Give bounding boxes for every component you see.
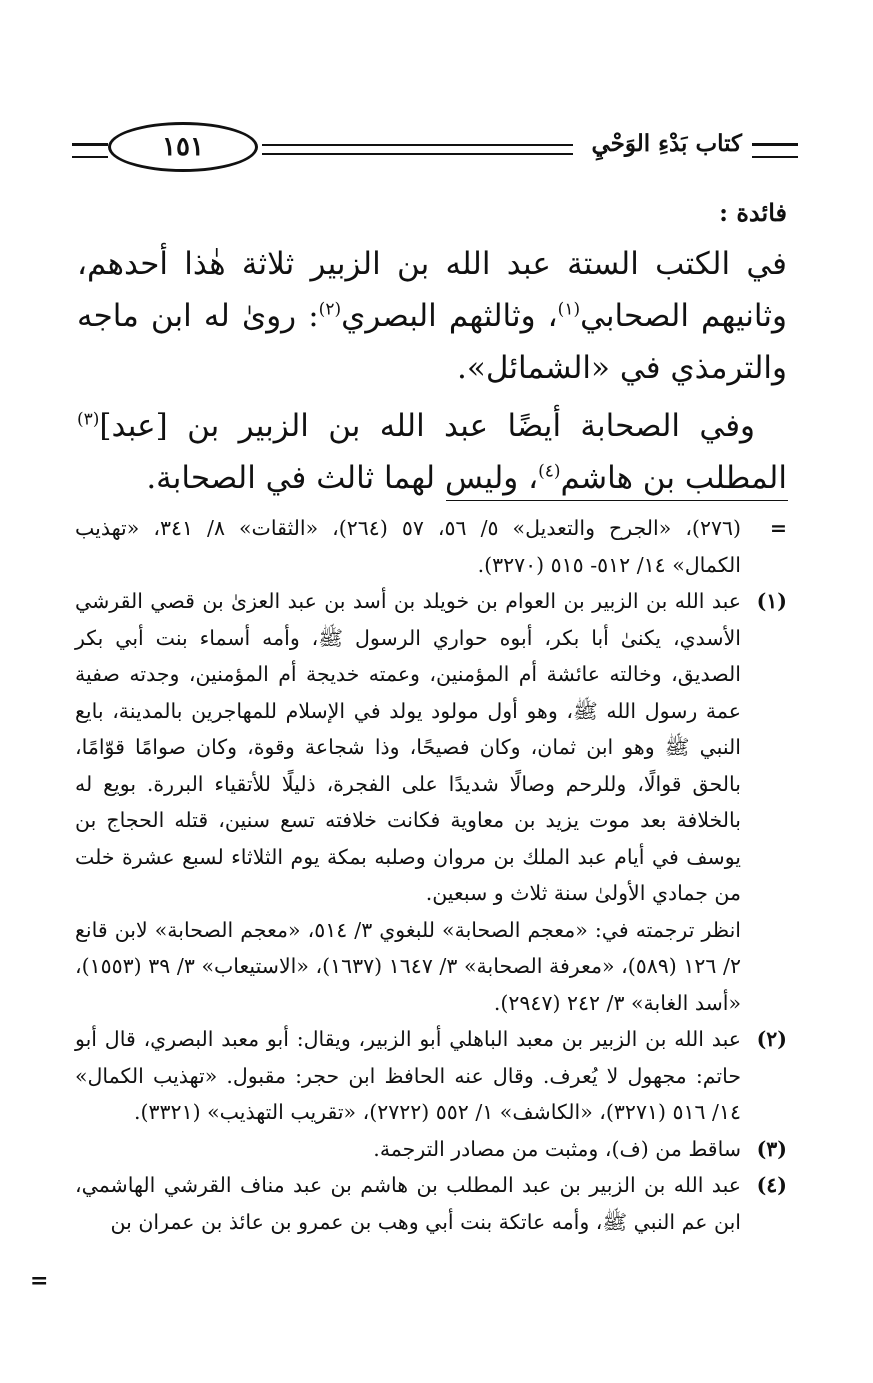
footnote-3: [75, 1131, 787, 1168]
p2-text-a: وفي الصحابة أيضًا عبد الله بن الزبير بن [عبد]: [99, 408, 755, 444]
paragraph-1: [77, 238, 787, 394]
book-title: كتاب بَدْءِ الوَحْيِ: [591, 130, 742, 157]
footnote-3-marker: (٣): [756, 1136, 787, 1161]
footnote-separator: [446, 500, 788, 501]
footnote-1-sources: انظر ترجمته في: «معجم الصحابة» للبغوي ٣/ ٥١٤، «معجم الصحابة» لابن قانع ٢/ ١٢٦ (٥٨٩)، «معرفة الصحابة» ٣/ ١٦٤٧ (١٦٣٧)، «الاستيعاب» ٣/ ٣٩ (١٥٥٣)، «أسد الغابة» ٣/ ٢٤٢ (٢٩٤٧).: [75, 917, 741, 1015]
footnotes: [75, 510, 787, 1240]
footnote-ref-3: (٣): [77, 409, 100, 430]
footnote-1-text: عبد الله بن الزبير بن العوام بن خويلد بن أسد بن عبد العزىٰ بن قصي القرشي الأسدي، يكنىٰ أبا بكر، أبوه حواري الرسول ﷺ، وأمه أسماء بنت أبي بكر الصديق، وخالته عائشة أم المؤمنين، وعمته خديجة أم المؤمنين، وجدته صفية عمة رسول الله ﷺ، وهو أول مولود يولد في الإسلام للمهاجرين بالمدينة، بايع النبي ﷺ وهو ابن ثمان، وكان فصيحًا، وذا شجاعة وقوة، وكان صوامًا قوّامًا، بالحق قوالًا، وللرحم وصالًا شديدًا على الفجرة، ذليلًا للأتقياء البررة. بويع له بالخلافة بعد موت يزيد بن معاوية فكانت خلافته تسع سنين، قتله الحجاج بن يوسف في أيام عبد الملك بن مروان وصلبه بمكة يوم الثلاثاء لسبع عشرة خلت من جمادي الأولىٰ سنة ثلاث و سبعين.: [75, 589, 741, 905]
footnote-continued: [75, 510, 787, 583]
header-rule-left: [72, 143, 108, 158]
footnote-3-text: ساقط من (ف)، ومثبت من مصادر الترجمة.: [373, 1136, 741, 1161]
footnote-1-marker: (١): [756, 589, 787, 613]
p2-text-c: ، وليس لهما ثالث في الصحابة.: [146, 460, 539, 496]
footnote-2-marker: (٢): [756, 1027, 787, 1051]
section-heading: فائدة :: [719, 198, 787, 227]
header-rule-middle: [262, 144, 573, 155]
main-text: [77, 238, 787, 504]
footnote-continued-marker: =: [769, 516, 787, 540]
page-number-badge: [108, 122, 258, 172]
footnote-4-marker: (٤): [756, 1173, 787, 1197]
footnote-4: [75, 1167, 787, 1240]
footnote-4-text: عبد الله بن الزبير بن عبد المطلب بن هاشم بن عبد مناف القرشي الهاشمي، ابن عم النبي ﷺ، وأمه عاتكة بنت أبي وهب بن عمرو بن عائذ بن عمران بن: [75, 1173, 741, 1234]
footnote-ref-1: (١): [557, 299, 581, 320]
paragraph-2: [77, 400, 787, 504]
footnote-2-text: عبد الله بن الزبير بن معبد الباهلي أبو الزبير، ويقال: أبو معبد البصري، قال أبو حاتم: مجهول لا يُعرف. وقال عنه الحافظ ابن حجر: مقبول. «تهذيب الكمال» ١٤/ ٥١٦ (٣٢٧١)، «الكاشف» ١/ ٥٥٢ (٢٧٢٢)، «تقريب التهذيب» (٣٣٢١).: [75, 1027, 741, 1124]
p1-text-a: في الكتب الستة عبد الله بن الزبير ثلاثة هٰذا أحدهم، وثانيهم الصحابي: [77, 246, 787, 334]
footnote-1: [75, 583, 787, 1021]
p1-text-c: : روىٰ له ابن ماجه والترمذي في «الشمائل».: [77, 298, 787, 386]
p1-text-b: ، وثالثهم البصري: [341, 298, 558, 334]
footnote-continued-text: (٢٧٦)، «الجرح والتعديل» ٥/ ٥٦، ٥٧ (٢٦٤)، «الثقات» ٨/ ٣٤١، «تهذيب الكمال» ١٤/ ٥١٢- ٥١٥ (٣٢٧٠).: [75, 516, 741, 577]
running-header: [72, 120, 798, 178]
page-number: ١٥١: [162, 132, 204, 162]
header-rule-right: [752, 143, 798, 158]
p2-text-b: المطلب بن هاشم: [560, 460, 787, 496]
footnote-2: [75, 1021, 787, 1131]
footnote-ref-2: (٢): [318, 299, 342, 320]
continues-marker: =: [30, 1268, 49, 1294]
footnote-ref-4: (٤): [538, 461, 561, 482]
